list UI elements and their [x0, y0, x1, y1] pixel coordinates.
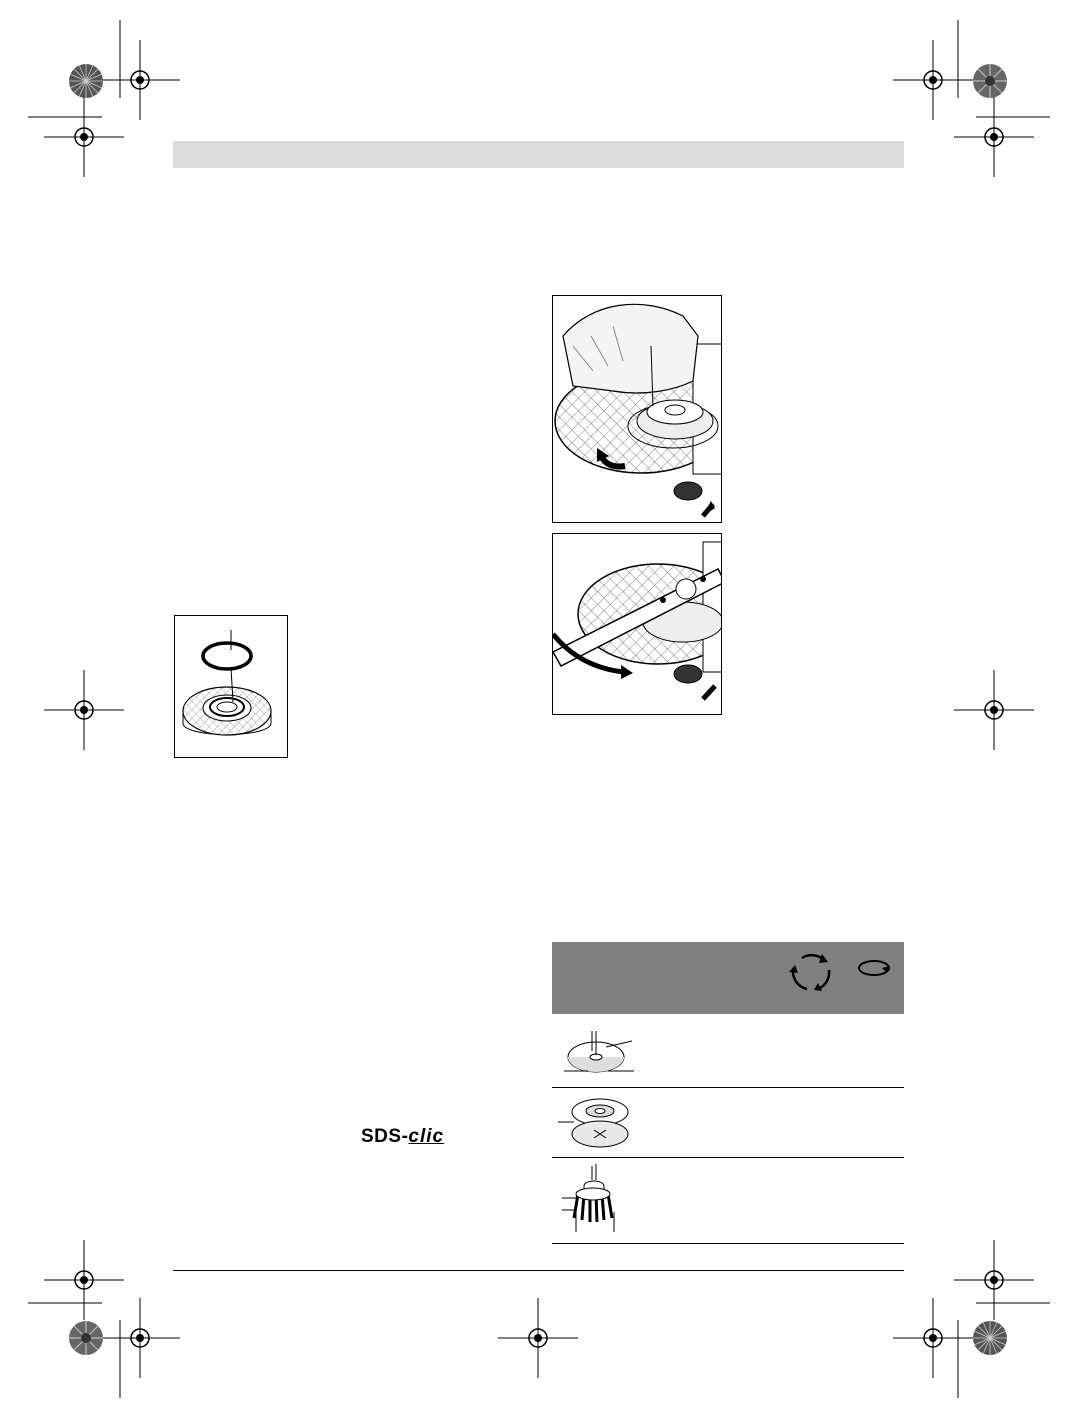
color-rosette-icon	[68, 1320, 104, 1356]
illustration-spanner-disc	[553, 534, 721, 714]
disposal-table-header	[552, 942, 904, 1014]
illustration-hand-disc	[553, 296, 721, 522]
page-header-bar	[173, 141, 904, 168]
cup-brush-icon	[562, 1162, 622, 1234]
figure-spanner-loosening	[552, 533, 722, 715]
sds-clic-logo: SDS-clic	[361, 1126, 445, 1147]
table-row-divider	[552, 1157, 904, 1158]
rotation-direction-icon	[856, 956, 892, 982]
cutting-disc-icon	[562, 1027, 638, 1079]
figure-oring-flange	[174, 615, 288, 758]
table-row-divider	[552, 1243, 904, 1244]
illustration-oring-flange	[175, 616, 287, 757]
color-rosette-icon	[972, 1320, 1008, 1356]
color-rosette-icon	[68, 63, 104, 99]
table-row-divider	[552, 1087, 904, 1088]
page-footer-rule	[173, 1270, 904, 1271]
recycle-icon	[788, 950, 834, 994]
grinding-disc-icon	[558, 1094, 638, 1152]
color-rosette-icon	[972, 63, 1008, 99]
figure-hand-tightening	[552, 295, 722, 523]
